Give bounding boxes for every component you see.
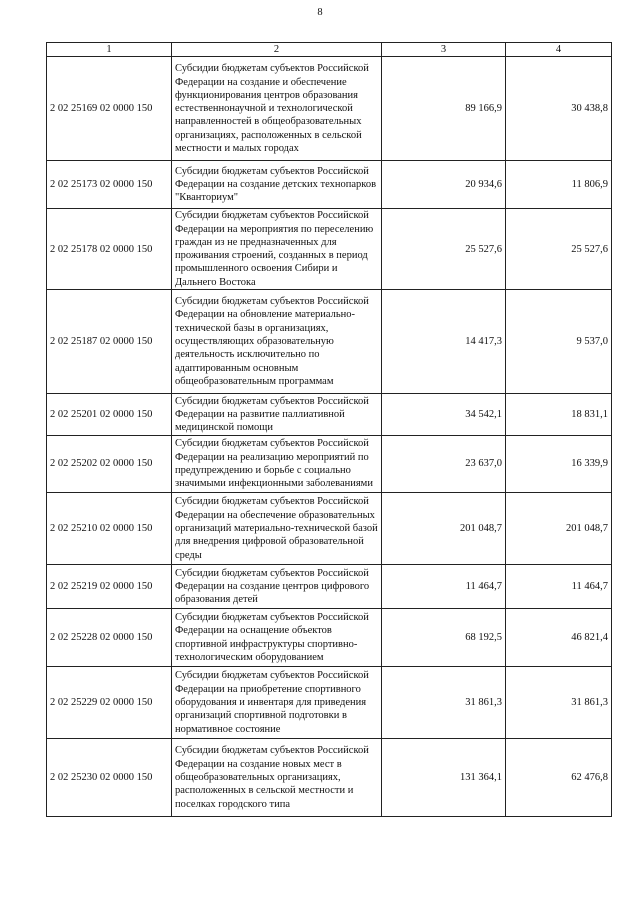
- column-header-3: 3: [382, 43, 506, 57]
- row-description: Субсидии бюджетам субъектов Российской Федерации на приобретение спортивного оборудования и инвентаря для приведения организаций спортивной подготовки в нормативное состояние: [172, 667, 382, 739]
- row-description: Субсидии бюджетам субъектов Российской Федерации на создание и обеспечение функционирования центров образования естественнонаучной и технологической направленностей в общеобразовательных организациях, расположенных в сельской местности и малых городах: [172, 57, 382, 161]
- page-number: 8: [317, 7, 323, 18]
- row-value-3: 89 166,9: [382, 57, 506, 161]
- row-description: Субсидии бюджетам субъектов Российской Федерации на создание центров цифрового образования детей: [172, 565, 382, 609]
- row-value-4: 30 438,8: [506, 57, 612, 161]
- table-row: [47, 609, 612, 667]
- row-code: 2 02 25230 02 0000 150: [47, 739, 172, 817]
- row-value-4: 201 048,7: [506, 493, 612, 565]
- row-value-4: 62 476,8: [506, 739, 612, 817]
- row-value-3: 11 464,7: [382, 565, 506, 609]
- row-description: Субсидии бюджетам субъектов Российской Федерации на реализацию мероприятий по предупреждению и борьбе с социально значимыми инфекционными заболеваниями: [172, 436, 382, 493]
- row-value-4: 16 339,9: [506, 436, 612, 493]
- row-code: 2 02 25229 02 0000 150: [47, 667, 172, 739]
- table-row: [47, 394, 612, 436]
- row-description: Субсидии бюджетам субъектов Российской Федерации на развитие паллиативной медицинской помощи: [172, 394, 382, 436]
- column-header-2: 2: [172, 43, 382, 57]
- row-code: 2 02 25169 02 0000 150: [47, 57, 172, 161]
- row-code: 2 02 25210 02 0000 150: [47, 493, 172, 565]
- table-row: [47, 161, 612, 209]
- row-code: 2 02 25202 02 0000 150: [47, 436, 172, 493]
- row-value-3: 34 542,1: [382, 394, 506, 436]
- table-row: [47, 739, 612, 817]
- table-header-row: [47, 43, 612, 57]
- row-value-3: 14 417,3: [382, 290, 506, 394]
- row-code: 2 02 25178 02 0000 150: [47, 209, 172, 290]
- row-value-4: 11 464,7: [506, 565, 612, 609]
- table-row: [47, 667, 612, 739]
- table-row: [47, 290, 612, 394]
- row-description: Субсидии бюджетам субъектов Российской Федерации на мероприятия по переселению граждан из не предназначенных для проживания строений, созданных в период промышленного освоения Сибири и Дальнего Востока: [172, 209, 382, 290]
- row-description: Субсидии бюджетам субъектов Российской Федерации на оснащение объектов спортивной инфраструктуры спортивно-технологическим оборудованием: [172, 609, 382, 667]
- table-row: [47, 209, 612, 290]
- row-value-3: 201 048,7: [382, 493, 506, 565]
- row-value-3: 20 934,6: [382, 161, 506, 209]
- row-code: 2 02 25219 02 0000 150: [47, 565, 172, 609]
- row-value-3: 23 637,0: [382, 436, 506, 493]
- row-code: 2 02 25173 02 0000 150: [47, 161, 172, 209]
- row-description: Субсидии бюджетам субъектов Российской Федерации на создание новых мест в общеобразовательных организациях, расположенных в сельской местности и поселках городского типа: [172, 739, 382, 817]
- row-description: Субсидии бюджетам субъектов Российской Федерации на обновление материально-технической базы в организациях, осуществляющих образовательную деятельность исключительно по адаптированным основным общеобразовательным программам: [172, 290, 382, 394]
- row-description: Субсидии бюджетам субъектов Российской Федерации на обеспечение образовательных организаций материально-технической базой для внедрения цифровой образовательной среды: [172, 493, 382, 565]
- row-code: 2 02 25187 02 0000 150: [47, 290, 172, 394]
- row-value-4: 46 821,4: [506, 609, 612, 667]
- table-row: [47, 565, 612, 609]
- row-description: Субсидии бюджетам субъектов Российской Федерации на создание детских технопарков "Кванториум": [172, 161, 382, 209]
- row-value-4: 31 861,3: [506, 667, 612, 739]
- row-value-3: 25 527,6: [382, 209, 506, 290]
- row-value-3: 131 364,1: [382, 739, 506, 817]
- row-value-4: 18 831,1: [506, 394, 612, 436]
- table-row: [47, 436, 612, 493]
- column-header-1: 1: [47, 43, 172, 57]
- row-value-3: 68 192,5: [382, 609, 506, 667]
- row-code: 2 02 25201 02 0000 150: [47, 394, 172, 436]
- table-row: [47, 57, 612, 161]
- row-value-4: 9 537,0: [506, 290, 612, 394]
- row-value-3: 31 861,3: [382, 667, 506, 739]
- row-value-4: 25 527,6: [506, 209, 612, 290]
- row-value-4: 11 806,9: [506, 161, 612, 209]
- budget-table: [46, 42, 612, 817]
- row-code: 2 02 25228 02 0000 150: [47, 609, 172, 667]
- column-header-4: 4: [506, 43, 612, 57]
- table-row: [47, 493, 612, 565]
